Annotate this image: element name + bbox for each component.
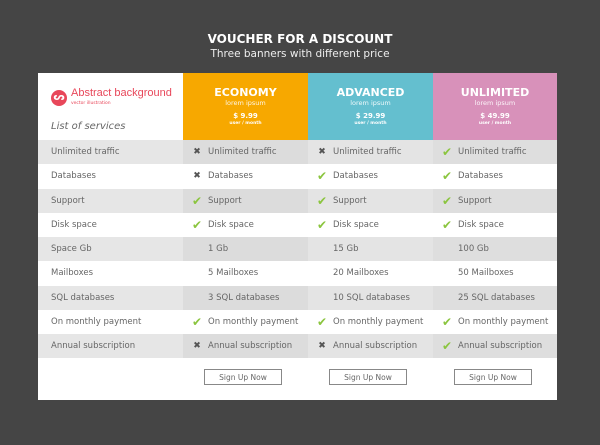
service-label: SQL databases (38, 286, 183, 310)
feature-text: Support (458, 195, 492, 206)
feature-cell (308, 286, 433, 310)
feature-cell (433, 164, 557, 188)
plan-lorem: lorem ipsum (350, 99, 391, 107)
check-icon: ✔ (191, 314, 203, 329)
feature-text: 10 SQL databases (333, 292, 410, 303)
service-label: Databases (51, 171, 96, 182)
check-icon: ✔ (441, 339, 453, 354)
table-row (38, 334, 557, 358)
feature-text: 25 SQL databases (458, 292, 535, 303)
table-row (38, 140, 557, 164)
table-row (38, 310, 557, 334)
feature-text: 1 Gb (208, 244, 229, 255)
feature-cell (433, 334, 557, 358)
service-label: Space Gb (38, 237, 183, 261)
feature-text: Databases (458, 171, 503, 182)
service-label: Disk space (51, 219, 97, 230)
table-row (38, 164, 557, 188)
x-icon: ✖ (318, 147, 326, 158)
page-title: VOUCHER FOR A DISCOUNT (207, 32, 393, 46)
plan-lorem: lorem ipsum (225, 99, 266, 107)
list-title: List of services (51, 121, 126, 132)
service-label: On monthly payment (51, 316, 142, 327)
plan-period: user / month (354, 121, 387, 126)
feature-cell (308, 140, 433, 164)
feature-cell (308, 237, 433, 261)
plan-header-economy (183, 73, 308, 140)
plan-name: ECONOMY (214, 86, 277, 99)
x-icon: ✖ (193, 341, 201, 352)
plan-period: user / month (229, 121, 262, 126)
plan-price: $ 49.99 (480, 112, 510, 120)
logo-tagline: vector illustration (71, 101, 111, 106)
check-icon: ✔ (441, 145, 453, 160)
feature-cell (308, 310, 433, 334)
feature-text: Support (333, 195, 367, 206)
feature-text: On monthly payment (458, 316, 549, 327)
feature-text: Annual subscription (333, 341, 418, 352)
plan-price: $ 29.99 (355, 112, 386, 120)
feature-cell (183, 213, 308, 237)
feature-text: Disk space (208, 219, 254, 230)
feature-text: 5 Mailboxes (208, 268, 259, 279)
feature-cell (308, 334, 433, 358)
page-subtitle: Three banners with different price (210, 48, 390, 60)
feature-text: 15 Gb (333, 244, 359, 255)
feature-text: Disk space (458, 219, 504, 230)
feature-cell (308, 213, 433, 237)
feature-cell (433, 310, 557, 334)
table-row (38, 237, 557, 261)
feature-cell (183, 310, 308, 334)
feature-cell (183, 140, 308, 164)
feature-text: Support (208, 195, 242, 206)
feature-cell (308, 189, 433, 213)
plan-header-advanced (308, 73, 433, 140)
table-row (38, 213, 557, 237)
feature-text: Unlimited traffic (333, 147, 402, 158)
service-label: Annual subscription (38, 334, 183, 358)
feature-cell (183, 261, 308, 285)
feature-cell (183, 286, 308, 310)
logo-name: Abstract background (71, 87, 172, 99)
feature-text: Databases (208, 171, 253, 182)
feature-text: 20 Mailboxes (333, 268, 389, 279)
check-icon: ✔ (316, 169, 328, 184)
plan-price: $ 9.99 (233, 112, 258, 120)
feature-cell (308, 164, 433, 188)
check-icon: ✔ (316, 193, 328, 208)
feature-text: Annual subscription (208, 341, 293, 352)
check-icon: ✔ (441, 314, 453, 329)
logo-block (38, 73, 183, 140)
feature-text: Annual subscription (458, 341, 543, 352)
sign-up-button-advanced[interactable]: Sign Up Now (329, 369, 407, 385)
service-label: Mailboxes (51, 268, 94, 279)
x-icon: ✖ (193, 171, 201, 182)
sign-up-button-unlimited[interactable]: Sign Up Now (454, 369, 532, 385)
sign-up-button-economy[interactable]: Sign Up Now (204, 369, 282, 385)
service-label: Unlimited traffic (38, 140, 183, 164)
x-icon: ✖ (193, 147, 201, 158)
feature-cell (433, 140, 557, 164)
check-icon: ✔ (441, 193, 453, 208)
table-row (38, 261, 557, 285)
plan-period: user / month (478, 121, 512, 126)
check-icon: ✔ (316, 314, 328, 329)
feature-cell (433, 286, 557, 310)
check-icon: ✔ (191, 217, 203, 232)
check-icon: ✔ (441, 169, 453, 184)
plan-lorem: lorem ipsum (474, 99, 516, 107)
plan-header-unlimited (433, 73, 557, 140)
feature-text: Disk space (333, 219, 379, 230)
feature-text: Unlimited traffic (208, 147, 277, 158)
plan-name: ADVANCED (336, 86, 405, 99)
feature-cell (183, 189, 308, 213)
feature-cell (308, 261, 433, 285)
feature-text: On monthly payment (333, 316, 424, 327)
table-row (38, 189, 557, 213)
feature-cell (183, 164, 308, 188)
pricing-table (38, 73, 557, 400)
check-icon: ✔ (191, 193, 203, 208)
feature-text: On monthly payment (208, 316, 299, 327)
feature-text: Unlimited traffic (458, 147, 527, 158)
feature-cell (183, 237, 308, 261)
table-row (38, 286, 557, 310)
plan-name: UNLIMITED (460, 86, 530, 99)
feature-cell (433, 237, 557, 261)
x-icon: ✖ (318, 341, 326, 352)
feature-cell (433, 189, 557, 213)
service-label: Support (38, 189, 183, 213)
feature-text: Databases (333, 171, 378, 182)
feature-text: 100 Gb (458, 244, 489, 255)
feature-cell (183, 334, 308, 358)
services-rows (38, 140, 557, 358)
feature-text: 50 Mailboxes (458, 268, 514, 279)
feature-cell (433, 261, 557, 285)
check-icon: ✔ (441, 217, 453, 232)
feature-cell (433, 213, 557, 237)
feature-text: 3 SQL databases (208, 292, 280, 303)
check-icon: ✔ (316, 217, 328, 232)
logo-icon: ᔕ (51, 90, 67, 106)
